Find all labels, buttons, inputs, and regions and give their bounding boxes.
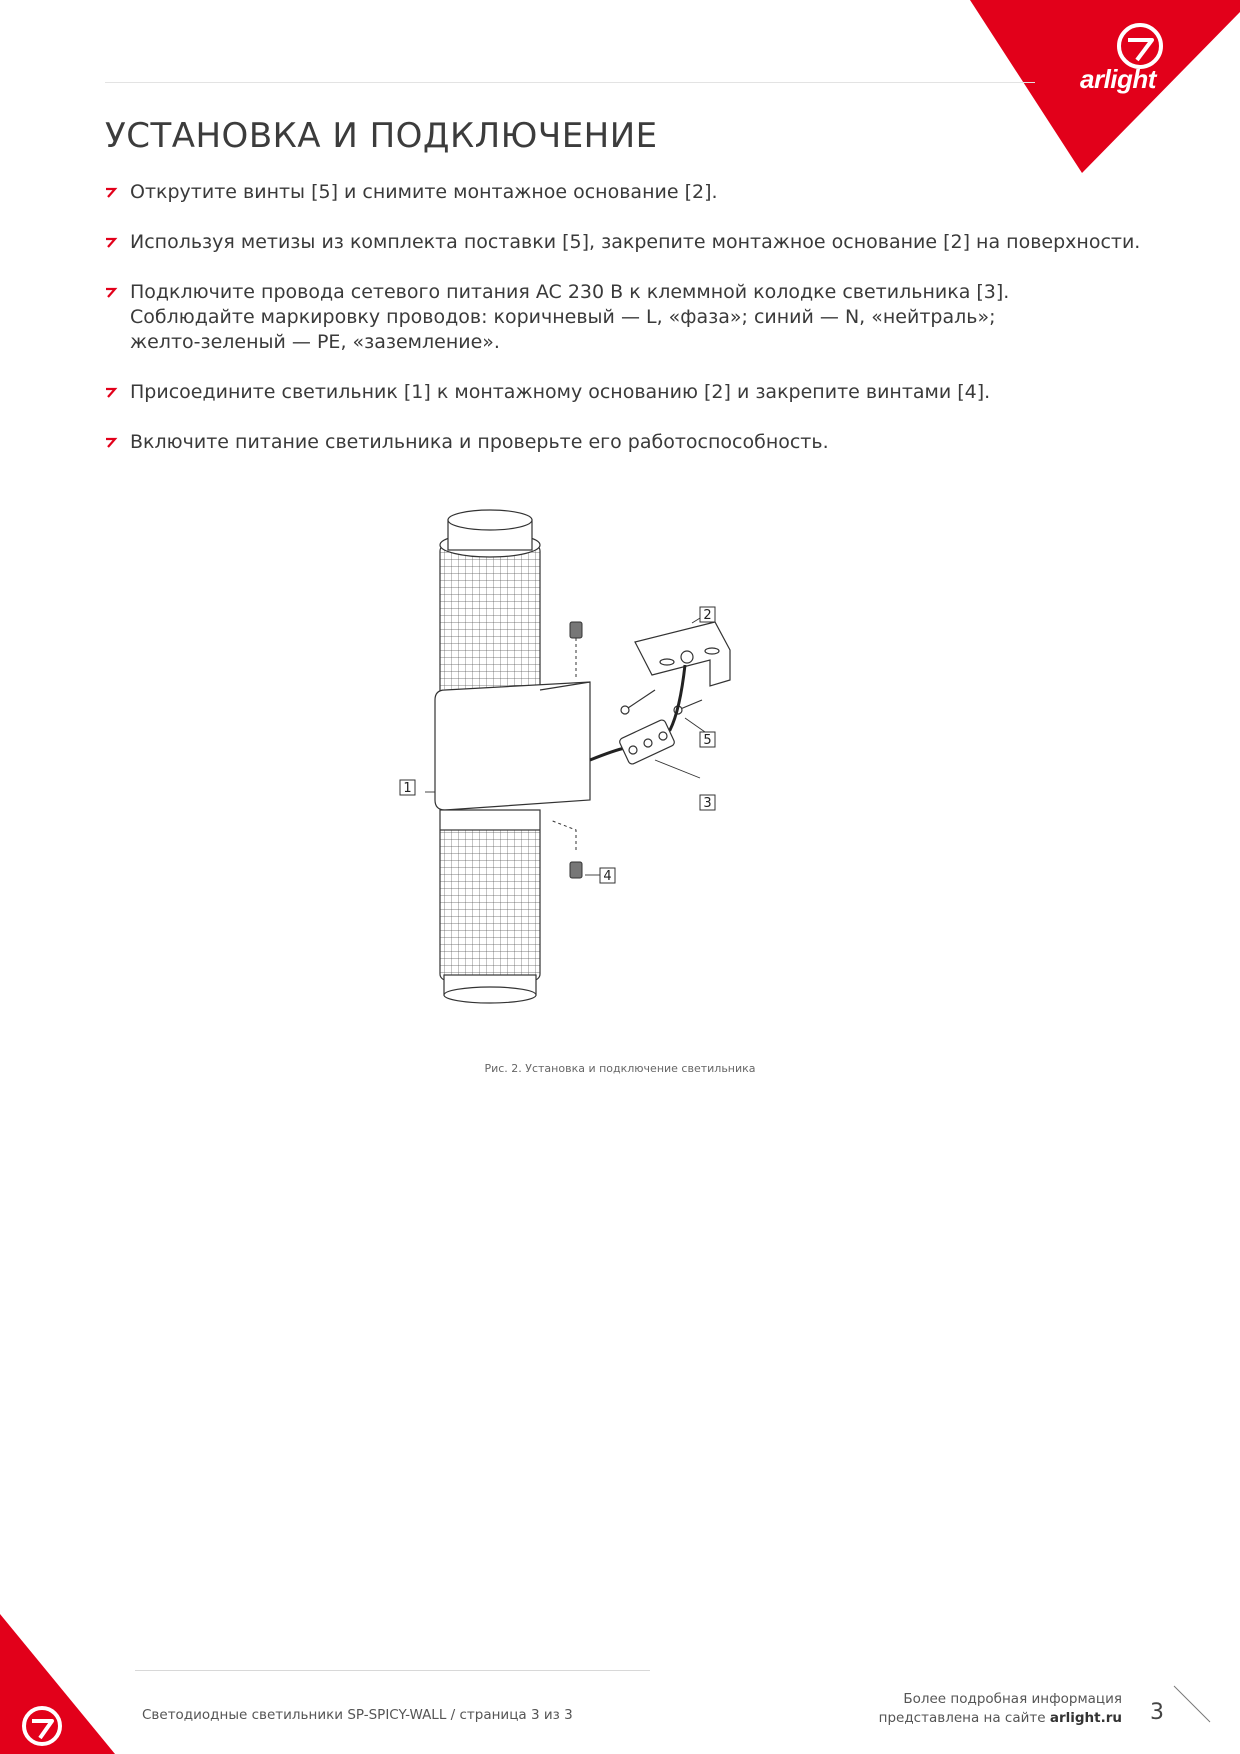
footer-site-link[interactable]: arlight.ru bbox=[1049, 1710, 1122, 1726]
step-item bbox=[105, 280, 1135, 355]
svg-text:5: 5 bbox=[703, 733, 712, 748]
red-arrow-bullet-icon bbox=[105, 386, 117, 398]
svg-text:2: 2 bbox=[703, 608, 712, 623]
svg-text:1: 1 bbox=[403, 781, 412, 796]
installation-diagram bbox=[403, 510, 830, 1020]
red-arrow-bullet-icon bbox=[105, 236, 117, 248]
svg-text:3: 3 bbox=[703, 796, 712, 811]
luminaire-drawing bbox=[435, 510, 590, 1003]
top-divider bbox=[105, 82, 1035, 83]
footer-document-info: Светодиодные светильники SP-SPICY-WALL / страница 3 из 3 bbox=[142, 1707, 573, 1723]
step-text-line: Включите питание светильника и проверьте его работоспособность. bbox=[130, 431, 829, 453]
installation-steps bbox=[105, 180, 1141, 480]
brand-corner-top bbox=[910, 0, 1240, 180]
step-item bbox=[105, 430, 1135, 455]
step-text-line: Открутите винты [5] и снимите монтажное основание [2]. bbox=[130, 181, 718, 203]
page-number: 3 bbox=[1150, 1700, 1164, 1725]
step-text-line: Используя метизы из комплекта поставки [5], закрепите монтажное основание [2] на поверхности. bbox=[130, 231, 1141, 253]
footer-more-info bbox=[879, 1690, 1122, 1728]
footer-more-info-line: Более подробная информация bbox=[903, 1691, 1122, 1707]
svg-text:4: 4 bbox=[603, 869, 612, 884]
page-divider-slash bbox=[1172, 1684, 1212, 1724]
figure-caption: Рис. 2. Установка и подключение светильника bbox=[484, 1062, 756, 1075]
step-text-line: Подключите провода сетевого питания AC 230 В к клеммной колодке светильника [3]. bbox=[130, 281, 1010, 303]
step-item bbox=[105, 230, 1141, 255]
brand-logo-text: arlight bbox=[1080, 64, 1156, 94]
red-arrow-bullet-icon bbox=[105, 436, 117, 448]
red-arrow-bullet-icon bbox=[105, 186, 117, 198]
terminal-block-drawing bbox=[618, 719, 675, 766]
step-item bbox=[105, 380, 1135, 405]
step-text-line: Присоедините светильник [1] к монтажному основанию [2] и закрепите винтами [4]. bbox=[130, 381, 991, 403]
step-item bbox=[105, 180, 1135, 205]
page-title: УСТАНОВКА И ПОДКЛЮЧЕНИЕ bbox=[105, 116, 658, 156]
footer-divider bbox=[135, 1670, 650, 1671]
step-text-line: Соблюдайте маркировку проводов: коричневый — L, «фаза»; синий — N, «нейтраль»; bbox=[130, 306, 996, 328]
step-text-line: желто-зеленый — PE, «заземление». bbox=[130, 331, 500, 353]
footer-more-info-line: представлена на сайте bbox=[878, 1710, 1050, 1726]
red-arrow-bullet-icon bbox=[105, 286, 117, 298]
brand-corner-bottom bbox=[0, 1614, 120, 1754]
